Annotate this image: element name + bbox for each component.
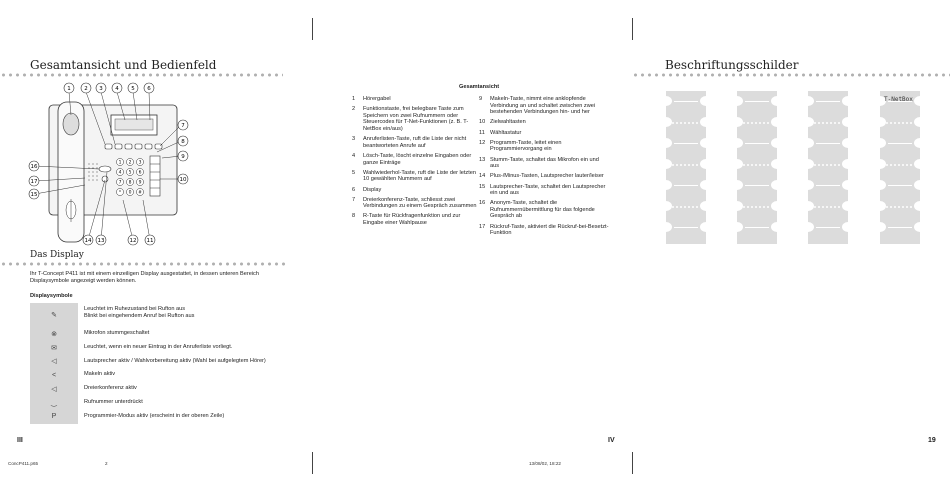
- symbol-row: [30, 382, 270, 396]
- strip-notch: [700, 201, 706, 211]
- callout-number: 2: [84, 86, 88, 92]
- strip-line: [816, 227, 840, 228]
- legend-item: [479, 130, 609, 137]
- legend-text: Display: [363, 186, 382, 193]
- strip-notch: [771, 180, 777, 190]
- legend-text: R-Taste für Rückfragenfunktion und zur Eingabe einer Wahlpause: [363, 213, 461, 227]
- display-intro: Ihr T-Concept P411 ist mit einem einzeiligen Display ausgestattet, in dessen unteren Bereich Displaysymbole angezeigt werden können.: [30, 271, 259, 284]
- divider: [0, 262, 288, 266]
- legend-number: 8: [352, 213, 356, 220]
- symbol-description: Dreierkonferenz aktiv: [84, 385, 137, 392]
- strip-notch: [914, 222, 920, 232]
- legend-item: [352, 170, 477, 183]
- keypad-label: 6: [138, 170, 142, 176]
- strip-notch: [842, 222, 848, 232]
- strip-notch: [666, 180, 672, 190]
- strip-notch: [914, 117, 920, 127]
- legend-item: [479, 96, 609, 116]
- legend-item: [479, 140, 609, 153]
- strip-notch: [842, 96, 848, 106]
- symbol-row: [30, 303, 270, 327]
- legend-text: Lautsprecher-Taste, schaltet den Lautsprecher ein und aus: [490, 183, 606, 197]
- keypad-label: 4: [118, 170, 122, 176]
- legend-item: [352, 96, 477, 103]
- strip-notch: [880, 138, 886, 148]
- legend-number: 14: [479, 173, 486, 180]
- page-title: Beschriftungsschilder: [665, 58, 799, 72]
- symbol-row: [30, 368, 270, 382]
- strip-notch: [808, 180, 814, 190]
- speaker-icon: ◁: [30, 355, 78, 369]
- strip-notch: [737, 180, 743, 190]
- strip-notch: [771, 96, 777, 106]
- symbol-description: Programmier-Modus aktiv (erscheint in der oberen Zeile): [84, 412, 225, 419]
- strip-line: [742, 206, 770, 208]
- callout-number: 8: [181, 139, 185, 145]
- legend-item: [479, 173, 609, 180]
- strip-line: [888, 185, 912, 186]
- strip-notch: [666, 222, 672, 232]
- callout-number: 7: [181, 123, 185, 129]
- symbol-description: Makeln aktiv: [84, 371, 116, 378]
- symbol-row: [30, 396, 270, 410]
- strip-notch: [808, 138, 814, 148]
- keypad-label: 7: [118, 180, 122, 186]
- strip-notch: [914, 96, 920, 106]
- strip-line: [745, 227, 769, 228]
- strip-notch: [771, 117, 777, 127]
- divider: [632, 73, 950, 77]
- strip-notch: [808, 222, 814, 232]
- strip-line: [674, 101, 698, 102]
- strip-line: [888, 143, 912, 144]
- strip-notch: [737, 96, 743, 106]
- legend-text: Stumm-Taste, schaltet das Mikrofon ein und aus: [490, 156, 599, 170]
- strip-line: [813, 122, 841, 124]
- legend-number: 7: [352, 196, 356, 203]
- legend-item: [352, 187, 477, 194]
- strip-notch: [737, 222, 743, 232]
- envelope-icon: ✉: [30, 341, 78, 355]
- strip-notch: [666, 138, 672, 148]
- callout-number: 15: [30, 192, 38, 198]
- keypad-label: 2: [128, 160, 132, 166]
- strip-notch: [842, 180, 848, 190]
- strip-line: [742, 164, 770, 166]
- strip-notch: [771, 201, 777, 211]
- legend-number: 5: [352, 169, 356, 176]
- legend-number: 3: [352, 136, 356, 143]
- section-heading: Gesamtansicht: [459, 84, 500, 90]
- section-title: Das Display: [30, 250, 84, 260]
- number-suppressed-icon: ‿: [30, 396, 78, 410]
- label-strip: [737, 91, 777, 244]
- strip-notch: [771, 138, 777, 148]
- legend-item: [352, 213, 477, 226]
- callout-number: 13: [97, 238, 105, 244]
- callout-number: 17: [30, 179, 38, 185]
- strip-notch: [914, 138, 920, 148]
- strip-notch: [842, 201, 848, 211]
- footer-sheet: 2: [105, 461, 108, 466]
- strip-notch: [842, 159, 848, 169]
- symbol-row: [30, 355, 270, 369]
- callout-number: 4: [115, 86, 119, 92]
- label-strip: [666, 91, 706, 244]
- legend-column-right: [479, 96, 609, 240]
- strip-line: [745, 101, 769, 102]
- callout-number: 3: [99, 86, 103, 92]
- strip-line: [813, 206, 841, 208]
- legend-text: Wähltastatur: [490, 129, 522, 136]
- strip-notch: [914, 159, 920, 169]
- strip-notch: [666, 96, 672, 106]
- legend-text: Zielwahltasten: [490, 119, 526, 126]
- divider: [0, 73, 283, 77]
- strip-line: [888, 227, 912, 228]
- strip-notch: [771, 222, 777, 232]
- strip-line: [674, 143, 698, 144]
- legend-number: 11: [479, 129, 485, 136]
- strip-line: [885, 164, 913, 166]
- legend-number: 2: [352, 106, 356, 113]
- symbol-row: [30, 327, 270, 341]
- legend-item: [479, 119, 609, 126]
- callout-number: 11: [146, 238, 154, 244]
- legend-item: [479, 200, 609, 220]
- keypad-label: 8: [128, 180, 132, 186]
- legend-number: 17: [479, 223, 486, 230]
- legend-number: 12: [479, 139, 486, 146]
- legend-text: Plus-/Minus-Tasten, Lautsprecher lauter/leiser: [490, 173, 604, 180]
- callout-number: 16: [30, 164, 38, 170]
- symbol-description: Mikrofon stummgeschaltet: [84, 330, 150, 336]
- symbol-description: Leuchtet im Ruhezustand bei Rufton aus Blinkt bei eingehendem Anruf bei Rufton aus: [84, 306, 195, 319]
- legend-text: Makeln-Taste, nimmt eine anklopfende Verbindung an und schaltet zwischen zwei bestehenden Verbindungen hin- und her: [490, 96, 596, 116]
- strip-line: [742, 122, 770, 124]
- legend-item: [352, 197, 477, 210]
- symbol-description: Rufnummer unterdrückt: [84, 398, 143, 405]
- keypad-label: #: [138, 190, 142, 196]
- keypad-label: *: [118, 190, 122, 196]
- symbol-description: Lautsprecher aktiv / Wahlvorbereitung aktiv (Wahl bei aufgelegtem Hörer): [84, 357, 266, 364]
- strip-line: [745, 143, 769, 144]
- page-number: IV: [608, 437, 615, 444]
- legend-item: [479, 157, 609, 170]
- keypad-label: 9: [138, 180, 142, 186]
- crop-mark: [312, 452, 313, 474]
- legend-number: 13: [479, 156, 486, 163]
- strip-notch: [880, 222, 886, 232]
- strip-notch: [842, 138, 848, 148]
- symbol-description: Leuchtet, wenn ein neuer Eintrag in der Anruferliste vorliegt.: [84, 343, 233, 350]
- strip-notch: [700, 117, 706, 127]
- hold-icon: <: [30, 368, 78, 382]
- callout-number: 6: [147, 86, 151, 92]
- legend-text: Programm-Taste, leitet einen Programmiervorgang ein: [490, 139, 562, 153]
- strip-line: [816, 101, 840, 102]
- symbol-row: [30, 410, 270, 424]
- programming-icon: P: [30, 410, 78, 424]
- strip-line: [813, 164, 841, 166]
- legend-text: Dreierkonferenz-Taste, schliesst zwei Verbindungen zu einem Gespräch zusammen: [363, 196, 477, 210]
- callout-number: 12: [129, 238, 137, 244]
- strip-notch: [914, 180, 920, 190]
- strip-line: [674, 185, 698, 186]
- strip-notch: [808, 96, 814, 106]
- footer-filename: ConcP411.p65: [8, 461, 39, 466]
- strip-notch: [737, 138, 743, 148]
- label-strip: [808, 91, 848, 244]
- crop-mark: [632, 452, 633, 474]
- symbols-table: [30, 303, 270, 424]
- legend-number: 16: [479, 200, 486, 207]
- legend-item: [352, 153, 477, 166]
- legend-column-left: [352, 96, 477, 230]
- strip-notch: [771, 159, 777, 169]
- strip-notch: [914, 201, 920, 211]
- callout-number: 5: [131, 86, 135, 92]
- strip-line: [674, 227, 698, 228]
- conference-icon: ◁: [30, 382, 78, 396]
- crop-mark: [632, 18, 633, 40]
- footer-datetime: 13/08/02, 18:22: [529, 461, 561, 466]
- strip-notch: [700, 138, 706, 148]
- strip-line: [745, 185, 769, 186]
- strip-notch: [700, 96, 706, 106]
- legend-text: Anonym-Taste, schaltet die Rufnummernübermittlung für das folgende Gespräch ab: [490, 200, 595, 220]
- strip-line: [885, 122, 913, 124]
- page-title: Gesamtansicht und Bedienfeld: [30, 58, 217, 72]
- strip-line: [671, 122, 699, 124]
- keypad-label: 5: [128, 170, 132, 176]
- legend-number: 1: [352, 96, 356, 102]
- no-call-icon: ✎: [30, 303, 78, 327]
- keypad-label: 3: [138, 160, 142, 166]
- legend-item: [352, 136, 477, 149]
- strip-label: T-NetBox: [884, 96, 913, 103]
- callout-number: 1: [67, 86, 71, 92]
- legend-number: 4: [352, 152, 356, 159]
- legend-text: Wahlwiederhol-Taste, ruft die Liste der letzten 10 gewählten Nummern auf: [363, 169, 476, 183]
- legend-text: Funktionstaste, frei belegbare Taste zum Speichern von zwei Rufnummern oder Steuercodes für T-Net-Funktionen (z. B. T-NetBox ein/aus): [363, 106, 469, 132]
- legend-number: 9: [479, 96, 483, 102]
- strip-notch: [700, 180, 706, 190]
- symbol-row: [30, 341, 270, 355]
- strip-notch: [700, 159, 706, 169]
- crop-mark: [312, 18, 313, 40]
- strip-line: [885, 206, 913, 208]
- label-strip: [880, 91, 920, 244]
- legend-text: Lösch-Taste, löscht einzelne Eingaben oder ganze Einträge: [363, 152, 472, 166]
- symbols-heading: Displaysymbole: [30, 293, 73, 299]
- keypad-label: 0: [128, 190, 132, 196]
- legend-item: [479, 184, 609, 197]
- legend-item: [352, 106, 477, 132]
- callout-number: 14: [84, 238, 92, 244]
- legend-text: Rückruf-Taste, aktiviert die Rückruf-bei-Besetzt-Funktion: [490, 223, 609, 237]
- page-number: 19: [928, 437, 936, 444]
- mic-mute-icon: ⊗: [30, 327, 78, 341]
- callout-number: 10: [179, 177, 187, 183]
- legend-number: 10: [479, 119, 486, 126]
- strip-line: [671, 164, 699, 166]
- strip-notch: [842, 117, 848, 127]
- legend-text: Anruferlisten-Taste, ruft die Liste der nicht beantworteten Anrufe auf: [363, 136, 467, 149]
- strip-notch: [880, 180, 886, 190]
- legend-text: Hörergabel: [363, 96, 391, 102]
- legend-number: 15: [479, 183, 486, 190]
- keypad-label: 1: [118, 160, 122, 166]
- legend-number: 6: [352, 186, 356, 193]
- strip-line: [816, 143, 840, 144]
- phone-diagram: [25, 80, 205, 250]
- callout-number: 9: [181, 154, 185, 160]
- strip-notch: [700, 222, 706, 232]
- strip-line: [671, 206, 699, 208]
- legend-item: [479, 224, 609, 237]
- page-number: III: [17, 437, 23, 444]
- strip-line: [816, 185, 840, 186]
